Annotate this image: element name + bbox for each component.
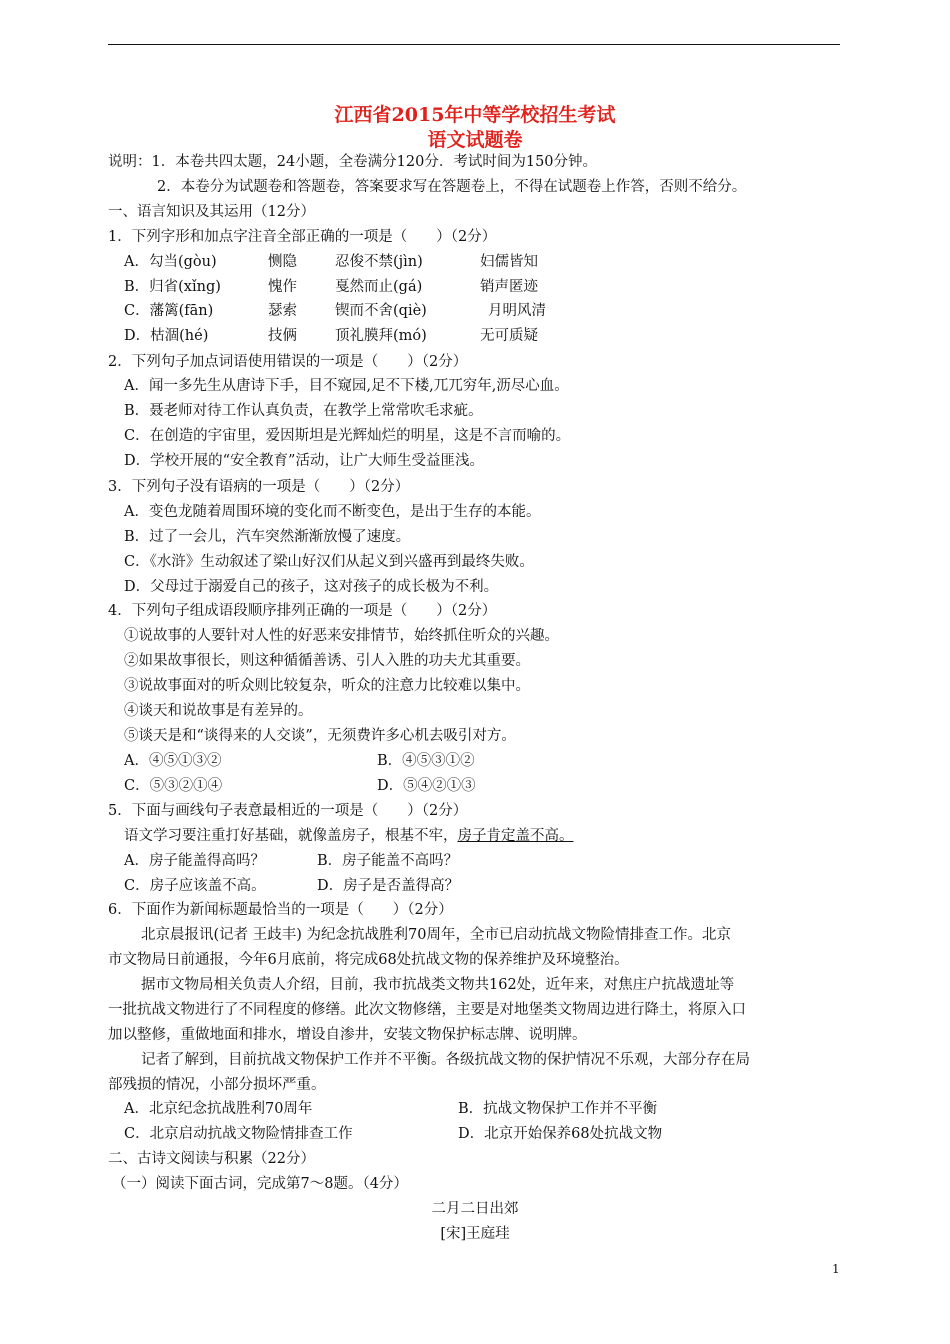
q1-d-1: D．枯涸(hé) bbox=[124, 328, 209, 344]
q1-d-3: 顶礼膜拜(mó) bbox=[335, 328, 427, 344]
q1-c-4: 月明风清 bbox=[488, 303, 546, 319]
q6-passage-line: 记者了解到，目前抗战文物保护工作并不平衡。各级抗战文物的保护情况不乐观，大部分存在局 bbox=[141, 1052, 750, 1068]
q4-option-d: D．⑤④②①③ bbox=[377, 778, 476, 794]
q1-stem: 1．下列字形和加点字注音全部正确的一项是（ ）（2分） bbox=[108, 229, 497, 245]
q5-stem: 5．下面与画线句子表意最相近的一项是（ ）（2分） bbox=[108, 803, 468, 819]
q3-option-d: D．父母过于溺爱自己的孩子，这对孩子的成长极为不利。 bbox=[124, 579, 499, 595]
q3-stem: 3．下列句子没有语病的一项是（ ）（2分） bbox=[108, 479, 410, 495]
q6-passage-line: 一批抗战文物进行了不同程度的修缮。此次文物修缮，主要是对地堡类文物周边进行降土，将原入口 bbox=[108, 1002, 746, 1018]
poem-author: [宋]王庭珪 bbox=[440, 1226, 510, 1242]
q5-sentence-lead: 语文学习要注重打好基础，就像盖房子，根基不牢， bbox=[124, 828, 458, 844]
q1-d-2: 技俩 bbox=[268, 328, 297, 344]
q5-option-b: B．房子能盖不高吗？ bbox=[317, 853, 459, 869]
q6-passage-line: 市文物局日前通报，今年6月底前，将完成68处抗战文物的保养维护及环境整治。 bbox=[108, 952, 629, 968]
q2-option-c: C．在创造的宇宙里，爱因斯坦是光辉灿烂的明星，这是不言而喻的。 bbox=[124, 428, 571, 444]
q4-stem: 4．下列句子组成语段顺序排列正确的一项是（ ）（2分） bbox=[108, 603, 497, 619]
page-number: 1 bbox=[832, 1262, 840, 1276]
q4-item-1: ①说故事的人要针对人性的好恶来安排情节，始终抓住听众的兴趣。 bbox=[124, 628, 559, 644]
q1-a-3: 忍俊不禁(jìn) bbox=[335, 254, 423, 270]
q5-option-d: D．房子是否盖得高？ bbox=[317, 878, 460, 894]
q6-passage-line: 据市文物局相关负责人介绍，目前，我市抗战类文物共162处，近年来，对焦庄户抗战遗址等 bbox=[141, 977, 735, 993]
header-rule bbox=[108, 44, 840, 45]
q1-d-4: 无可质疑 bbox=[480, 328, 538, 344]
q1-a-2: 恻隐 bbox=[268, 254, 297, 270]
q6-stem: 6．下面作为新闻标题最恰当的一项是（ ）（2分） bbox=[108, 902, 453, 918]
page-subtitle: 语文试题卷 bbox=[427, 129, 523, 151]
q6-passage-line: 部残损的情况，小部分损坏严重。 bbox=[108, 1077, 326, 1093]
q4-option-b: B．④⑤③①② bbox=[377, 753, 475, 769]
q3-option-b: B．过了一会儿，汽车突然渐渐放慢了速度。 bbox=[124, 529, 411, 545]
q2-option-d: D．学校开展的“安全教育”活动，让广大师生受益匪浅。 bbox=[124, 453, 484, 469]
q5-sentence bbox=[124, 827, 574, 845]
poem-title: 二月二日出郊 bbox=[431, 1201, 519, 1217]
q1-c-2: 瑟索 bbox=[268, 303, 297, 319]
q4-option-a: A．④⑤①③② bbox=[124, 753, 222, 769]
q4-option-c: C．⑤③②①④ bbox=[124, 778, 223, 794]
q6-option-d: D．北京开始保养68处抗战文物 bbox=[458, 1126, 663, 1142]
q1-c-3: 锲而不舍(qiè) bbox=[335, 303, 427, 319]
note-2: 2．本卷分为试题卷和答题卷，答案要求写在答题卷上，不得在试题卷上作答，否则不给分。 bbox=[157, 179, 747, 195]
q5-underlined-sentence: 房子肯定盖不高。 bbox=[457, 828, 574, 844]
q1-b-2: 愧作 bbox=[268, 279, 297, 295]
part-1-heading: （一）阅读下面古词，完成第7～8题。（4分） bbox=[112, 1176, 408, 1192]
q4-item-5: ⑤谈天是和“谈得来的人交谈”，无须费许多心机去吸引对方。 bbox=[124, 728, 516, 744]
q1-a-1: A．勾当(gòu) bbox=[124, 254, 217, 270]
page-title: 江西省2015年中等学校招生考试 bbox=[334, 104, 616, 126]
q5-option-c: C．房子应该盖不高。 bbox=[124, 878, 266, 894]
q4-item-4: ④谈天和说故事是有差异的。 bbox=[124, 703, 313, 719]
section-1-heading: 一、语言知识及其运用（12分） bbox=[108, 204, 315, 220]
q6-passage-line: 北京晨报讯(记者 王歧丰) 为纪念抗战胜利70周年，全市已启动抗战文物险情排查工作。北京 bbox=[141, 927, 731, 943]
q1-c-1: C．藩篱(fān) bbox=[124, 303, 214, 319]
q2-option-b: B．聂老师对待工作认真负责，在教学上常常吹毛求疵。 bbox=[124, 403, 483, 419]
q1-b-3: 戛然而止(gá) bbox=[335, 279, 423, 295]
q3-option-c: C．《水浒》生动叙述了梁山好汉们从起义到兴盛再到最终失败。 bbox=[124, 554, 534, 570]
q1-a-4: 妇儒皆知 bbox=[480, 254, 538, 270]
q1-b-4: 销声匿迹 bbox=[480, 279, 538, 295]
q4-item-3: ③说故事面对的听众则比较复杂，听众的注意力比较难以集中。 bbox=[124, 678, 530, 694]
q1-b-1: B．归省(xǐng) bbox=[124, 279, 221, 295]
q3-option-a: A．变色龙随着周围环境的变化而不断变色，是出于生存的本能。 bbox=[124, 504, 541, 520]
q2-stem: 2．下列句子加点词语使用错误的一项是（ ）（2分） bbox=[108, 354, 468, 370]
q6-option-b: B．抗战文物保护工作并不平衡 bbox=[458, 1101, 658, 1117]
q6-option-a: A．北京纪念抗战胜利70周年 bbox=[124, 1101, 313, 1117]
q6-option-c: C．北京启动抗战文物险情排查工作 bbox=[124, 1126, 353, 1142]
q2-option-a: A．闻一多先生从唐诗下手，目不窥园,足不下楼,兀兀穷年,沥尽心血。 bbox=[124, 378, 569, 394]
q6-passage-line: 加以整修，重做地面和排水，增设自渗井，安装文物保护标志牌、说明牌。 bbox=[108, 1027, 587, 1043]
section-2-heading: 二、古诗文阅读与积累（22分） bbox=[108, 1151, 315, 1167]
q4-item-2: ②如果故事很长，则这种循循善诱、引人入胜的功夫尤其重要。 bbox=[124, 653, 530, 669]
q5-option-a: A．房子能盖得高吗？ bbox=[124, 853, 265, 869]
note-1: 说明：1．本卷共四太题，24小题，全卷满分120分．考试时间为150分钟。 bbox=[108, 154, 598, 170]
